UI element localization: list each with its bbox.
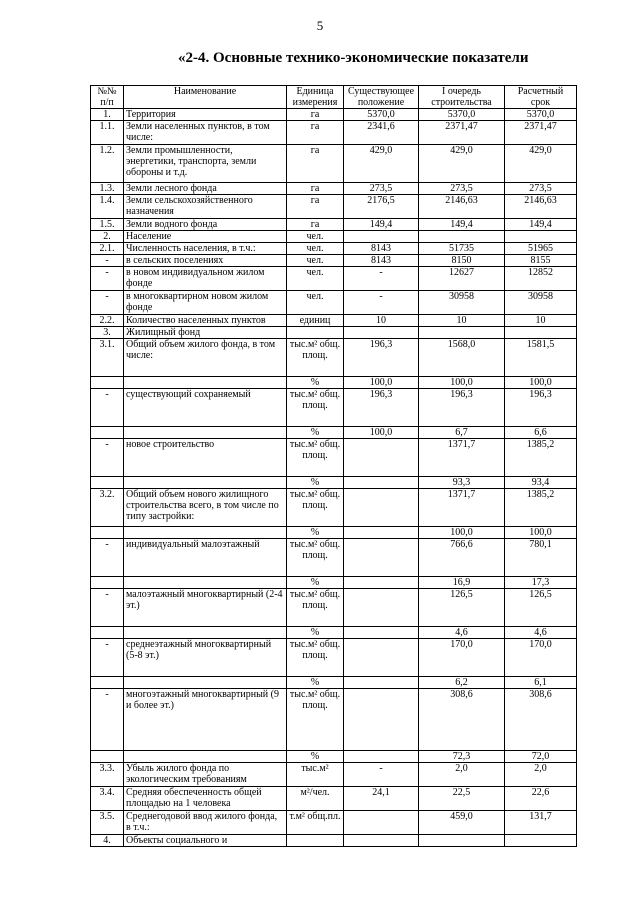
table-row xyxy=(91,589,577,627)
cell-calculated: 2371,47 xyxy=(505,121,577,145)
cell-existing: 196,3 xyxy=(344,389,419,427)
cell-name: Земли сельскохозяйственного назначения xyxy=(124,195,287,219)
table-body xyxy=(91,109,577,847)
cell-number: 3.3. xyxy=(91,763,124,787)
table-row xyxy=(91,255,577,267)
header-first-stage: I очередь строительства xyxy=(419,86,505,109)
cell-first-stage: 196,3 xyxy=(419,389,505,427)
cell-existing: 100,0 xyxy=(344,427,419,439)
cell-existing: 149,4 xyxy=(344,219,419,231)
cell-calculated: 131,7 xyxy=(505,811,577,835)
table-row xyxy=(91,627,577,639)
header-number: №№ п/п xyxy=(91,86,124,109)
cell-existing xyxy=(344,589,419,627)
cell-number: 1. xyxy=(91,109,124,121)
cell-number xyxy=(91,677,124,689)
cell-unit: га xyxy=(287,219,344,231)
cell-number: 2.2. xyxy=(91,315,124,327)
cell-calculated: 196,3 xyxy=(505,389,577,427)
cell-calculated: 170,0 xyxy=(505,639,577,677)
cell-existing: 10 xyxy=(344,315,419,327)
cell-calculated xyxy=(505,835,577,847)
cell-first-stage: 429,0 xyxy=(419,145,505,183)
cell-calculated: 22,6 xyxy=(505,787,577,811)
cell-unit xyxy=(287,327,344,339)
table-row xyxy=(91,811,577,835)
cell-calculated xyxy=(505,327,577,339)
cell-number xyxy=(91,627,124,639)
cell-unit: % xyxy=(287,377,344,389)
cell-first-stage: 1568,0 xyxy=(419,339,505,377)
cell-name: Объекты социального и xyxy=(124,835,287,847)
cell-number: 1.3. xyxy=(91,183,124,195)
cell-number xyxy=(91,427,124,439)
cell-name xyxy=(124,527,287,539)
cell-name: Земли водного фонда xyxy=(124,219,287,231)
cell-existing: 196,3 xyxy=(344,339,419,377)
cell-existing xyxy=(344,527,419,539)
cell-name xyxy=(124,577,287,589)
cell-first-stage: 170,0 xyxy=(419,639,505,677)
table-row xyxy=(91,121,577,145)
cell-number xyxy=(91,751,124,763)
header-name: Наименование xyxy=(124,86,287,109)
cell-name: Земли лесного фонда xyxy=(124,183,287,195)
cell-first-stage: 1371,7 xyxy=(419,489,505,527)
cell-existing xyxy=(344,677,419,689)
cell-number: - xyxy=(91,639,124,677)
cell-number: - xyxy=(91,539,124,577)
cell-first-stage xyxy=(419,327,505,339)
table-row xyxy=(91,639,577,677)
cell-unit: тыс.м² общ. площ. xyxy=(287,539,344,577)
cell-calculated: 1581,5 xyxy=(505,339,577,377)
table-row xyxy=(91,109,577,121)
cell-calculated: 1385,2 xyxy=(505,439,577,477)
cell-unit: тыс.м² общ. площ. xyxy=(287,689,344,751)
cell-first-stage: 72,3 xyxy=(419,751,505,763)
cell-unit: % xyxy=(287,577,344,589)
cell-name: Земли промышленности, энергетики, транспорта, земли обороны и т.д. xyxy=(124,145,287,183)
cell-existing xyxy=(344,327,419,339)
cell-calculated: 429,0 xyxy=(505,145,577,183)
cell-calculated: 1385,2 xyxy=(505,489,577,527)
cell-first-stage: 8150 xyxy=(419,255,505,267)
cell-existing: 8143 xyxy=(344,255,419,267)
cell-calculated: 149,4 xyxy=(505,219,577,231)
cell-number: 1.4. xyxy=(91,195,124,219)
header-existing: Существующее положение xyxy=(344,86,419,109)
cell-unit: тыс.м² общ. площ. xyxy=(287,589,344,627)
cell-existing xyxy=(344,689,419,751)
cell-calculated: 308,6 xyxy=(505,689,577,751)
cell-existing: 100,0 xyxy=(344,377,419,389)
cell-first-stage: 2,0 xyxy=(419,763,505,787)
cell-name: многоэтажный многоквартирный (9 и более эт.) xyxy=(124,689,287,751)
cell-unit: тыс.м² общ. площ. xyxy=(287,439,344,477)
cell-existing: 2341,6 xyxy=(344,121,419,145)
cell-calculated: 126,5 xyxy=(505,589,577,627)
cell-existing: 2176,5 xyxy=(344,195,419,219)
table-row xyxy=(91,339,577,377)
cell-unit: тыс.м² общ. площ. xyxy=(287,639,344,677)
table-row xyxy=(91,835,577,847)
cell-name: Общий объем нового жилищного строительства всего, в том числе по типу застройки: xyxy=(124,489,287,527)
cell-first-stage: 459,0 xyxy=(419,811,505,835)
indicators-table xyxy=(90,85,577,847)
table-row xyxy=(91,183,577,195)
cell-calculated: 5370,0 xyxy=(505,109,577,121)
cell-number: 3.4. xyxy=(91,787,124,811)
cell-unit: % xyxy=(287,627,344,639)
cell-calculated: 780,1 xyxy=(505,539,577,577)
cell-first-stage: 766,6 xyxy=(419,539,505,577)
cell-calculated: 51965 xyxy=(505,243,577,255)
cell-first-stage: 6,7 xyxy=(419,427,505,439)
cell-unit: га xyxy=(287,109,344,121)
cell-name: в многоквартирном новом жилом фонде xyxy=(124,291,287,315)
cell-first-stage: 149,4 xyxy=(419,219,505,231)
cell-calculated: 8155 xyxy=(505,255,577,267)
cell-first-stage: 51735 xyxy=(419,243,505,255)
cell-calculated: 17,3 xyxy=(505,577,577,589)
cell-first-stage: 100,0 xyxy=(419,377,505,389)
cell-existing: - xyxy=(344,267,419,291)
cell-first-stage: 2146,63 xyxy=(419,195,505,219)
table-row xyxy=(91,377,577,389)
cell-name: новое строительство xyxy=(124,439,287,477)
header-calculated: Расчетный срок xyxy=(505,86,577,109)
cell-existing xyxy=(344,751,419,763)
cell-calculated xyxy=(505,231,577,243)
cell-number: 1.1. xyxy=(91,121,124,145)
table-row xyxy=(91,539,577,577)
cell-name xyxy=(124,751,287,763)
cell-number: 3.5. xyxy=(91,811,124,835)
cell-name: Общий объем жилого фонда, в том числе: xyxy=(124,339,287,377)
cell-number: - xyxy=(91,291,124,315)
cell-unit: тыс.м² общ. площ. xyxy=(287,339,344,377)
cell-number: 3.2. xyxy=(91,489,124,527)
cell-existing: 24,1 xyxy=(344,787,419,811)
cell-existing xyxy=(344,627,419,639)
cell-number: 3. xyxy=(91,327,124,339)
table-row xyxy=(91,195,577,219)
cell-unit: тыс.м² общ. площ. xyxy=(287,389,344,427)
cell-unit: чел. xyxy=(287,267,344,291)
page-number: 5 xyxy=(316,18,324,33)
cell-number: 2. xyxy=(91,231,124,243)
header-unit: Единица измерения xyxy=(287,86,344,109)
cell-unit xyxy=(287,835,344,847)
table-row xyxy=(91,219,577,231)
table-row xyxy=(91,267,577,291)
cell-unit: % xyxy=(287,427,344,439)
cell-name: Жилищный фонд xyxy=(124,327,287,339)
cell-name: Среднегодовой ввод жилого фонда, в т.ч.: xyxy=(124,811,287,835)
cell-existing: 5370,0 xyxy=(344,109,419,121)
table-row xyxy=(91,677,577,689)
cell-existing xyxy=(344,811,419,835)
cell-name: малоэтажный многоквартирный (2-4 эт.) xyxy=(124,589,287,627)
cell-calculated: 2,0 xyxy=(505,763,577,787)
cell-calculated: 100,0 xyxy=(505,377,577,389)
cell-number: 1.5. xyxy=(91,219,124,231)
table-row xyxy=(91,527,577,539)
cell-first-stage: 1371,7 xyxy=(419,439,505,477)
table-row xyxy=(91,751,577,763)
cell-number xyxy=(91,527,124,539)
cell-calculated: 10 xyxy=(505,315,577,327)
cell-number: - xyxy=(91,439,124,477)
cell-number: - xyxy=(91,589,124,627)
cell-first-stage xyxy=(419,231,505,243)
cell-existing: 429,0 xyxy=(344,145,419,183)
page-title: «2-4. Основные технико-экономические показатели xyxy=(178,50,529,66)
cell-name: Средняя обеспеченность общей площадью на 1 человека xyxy=(124,787,287,811)
cell-unit: чел. xyxy=(287,291,344,315)
cell-unit: % xyxy=(287,477,344,489)
cell-existing: - xyxy=(344,291,419,315)
table-row xyxy=(91,145,577,183)
cell-first-stage: 12627 xyxy=(419,267,505,291)
cell-unit: % xyxy=(287,677,344,689)
cell-unit: чел. xyxy=(287,231,344,243)
cell-calculated: 100,0 xyxy=(505,527,577,539)
cell-name xyxy=(124,477,287,489)
cell-first-stage: 126,5 xyxy=(419,589,505,627)
cell-first-stage xyxy=(419,835,505,847)
cell-name: существующий сохраняемый xyxy=(124,389,287,427)
table-row xyxy=(91,427,577,439)
cell-name: Территория xyxy=(124,109,287,121)
cell-existing xyxy=(344,577,419,589)
cell-existing xyxy=(344,835,419,847)
cell-unit: га xyxy=(287,121,344,145)
cell-number: 4. xyxy=(91,835,124,847)
cell-number: 2.1. xyxy=(91,243,124,255)
cell-number xyxy=(91,577,124,589)
table-header-row xyxy=(91,86,577,109)
cell-unit: единиц xyxy=(287,315,344,327)
cell-name xyxy=(124,627,287,639)
cell-name xyxy=(124,377,287,389)
cell-existing: 8143 xyxy=(344,243,419,255)
cell-unit: тыс.м² общ. площ. xyxy=(287,489,344,527)
cell-existing xyxy=(344,477,419,489)
cell-first-stage: 22,5 xyxy=(419,787,505,811)
cell-number: - xyxy=(91,267,124,291)
cell-first-stage: 10 xyxy=(419,315,505,327)
table-row xyxy=(91,477,577,489)
cell-calculated: 2146,63 xyxy=(505,195,577,219)
cell-calculated: 30958 xyxy=(505,291,577,315)
table-row xyxy=(91,243,577,255)
table-row xyxy=(91,231,577,243)
table-row xyxy=(91,689,577,751)
cell-calculated: 12852 xyxy=(505,267,577,291)
cell-name: в сельских поселениях xyxy=(124,255,287,267)
cell-name xyxy=(124,427,287,439)
cell-number: - xyxy=(91,255,124,267)
cell-calculated: 273,5 xyxy=(505,183,577,195)
cell-name: Земли населенных пунктов, в том числе: xyxy=(124,121,287,145)
cell-first-stage: 6,2 xyxy=(419,677,505,689)
cell-existing xyxy=(344,539,419,577)
cell-name xyxy=(124,677,287,689)
table-row xyxy=(91,787,577,811)
cell-number xyxy=(91,377,124,389)
cell-unit: чел. xyxy=(287,255,344,267)
cell-calculated: 6,6 xyxy=(505,427,577,439)
table-row xyxy=(91,327,577,339)
cell-number: - xyxy=(91,389,124,427)
cell-first-stage: 16,9 xyxy=(419,577,505,589)
cell-number xyxy=(91,477,124,489)
cell-existing xyxy=(344,639,419,677)
cell-unit: га xyxy=(287,195,344,219)
table-row xyxy=(91,439,577,477)
cell-calculated: 72,0 xyxy=(505,751,577,763)
cell-unit: % xyxy=(287,527,344,539)
table-row xyxy=(91,577,577,589)
cell-unit: га xyxy=(287,145,344,183)
cell-first-stage: 308,6 xyxy=(419,689,505,751)
cell-name: Численность населения, в т.ч.: xyxy=(124,243,287,255)
cell-first-stage: 100,0 xyxy=(419,527,505,539)
cell-name: Население xyxy=(124,231,287,243)
cell-unit: тыс.м² xyxy=(287,763,344,787)
table-row xyxy=(91,489,577,527)
cell-unit: га xyxy=(287,183,344,195)
table-row xyxy=(91,291,577,315)
cell-calculated: 4,6 xyxy=(505,627,577,639)
cell-number: 3.1. xyxy=(91,339,124,377)
cell-existing: 273,5 xyxy=(344,183,419,195)
cell-first-stage: 2371,47 xyxy=(419,121,505,145)
cell-name: в новом индивидуальном жилом фонде xyxy=(124,267,287,291)
cell-name: индивидуальный малоэтажный xyxy=(124,539,287,577)
table-row xyxy=(91,315,577,327)
cell-calculated: 93,4 xyxy=(505,477,577,489)
cell-first-stage: 5370,0 xyxy=(419,109,505,121)
cell-name: Количество населенных пунктов xyxy=(124,315,287,327)
cell-existing: - xyxy=(344,763,419,787)
cell-first-stage: 4,6 xyxy=(419,627,505,639)
cell-unit: м²/чел. xyxy=(287,787,344,811)
cell-name: Убыль жилого фонда по экологическим требованиям xyxy=(124,763,287,787)
cell-number: - xyxy=(91,689,124,751)
cell-existing xyxy=(344,231,419,243)
cell-calculated: 6,1 xyxy=(505,677,577,689)
cell-existing xyxy=(344,489,419,527)
cell-number: 1.2. xyxy=(91,145,124,183)
cell-unit: % xyxy=(287,751,344,763)
table-row xyxy=(91,763,577,787)
cell-unit: т.м² общ.пл. xyxy=(287,811,344,835)
cell-first-stage: 30958 xyxy=(419,291,505,315)
table-row xyxy=(91,389,577,427)
cell-unit: чел. xyxy=(287,243,344,255)
cell-name: среднеэтажный многоквартирный (5-8 эт.) xyxy=(124,639,287,677)
cell-existing xyxy=(344,439,419,477)
cell-first-stage: 273,5 xyxy=(419,183,505,195)
cell-first-stage: 93,3 xyxy=(419,477,505,489)
